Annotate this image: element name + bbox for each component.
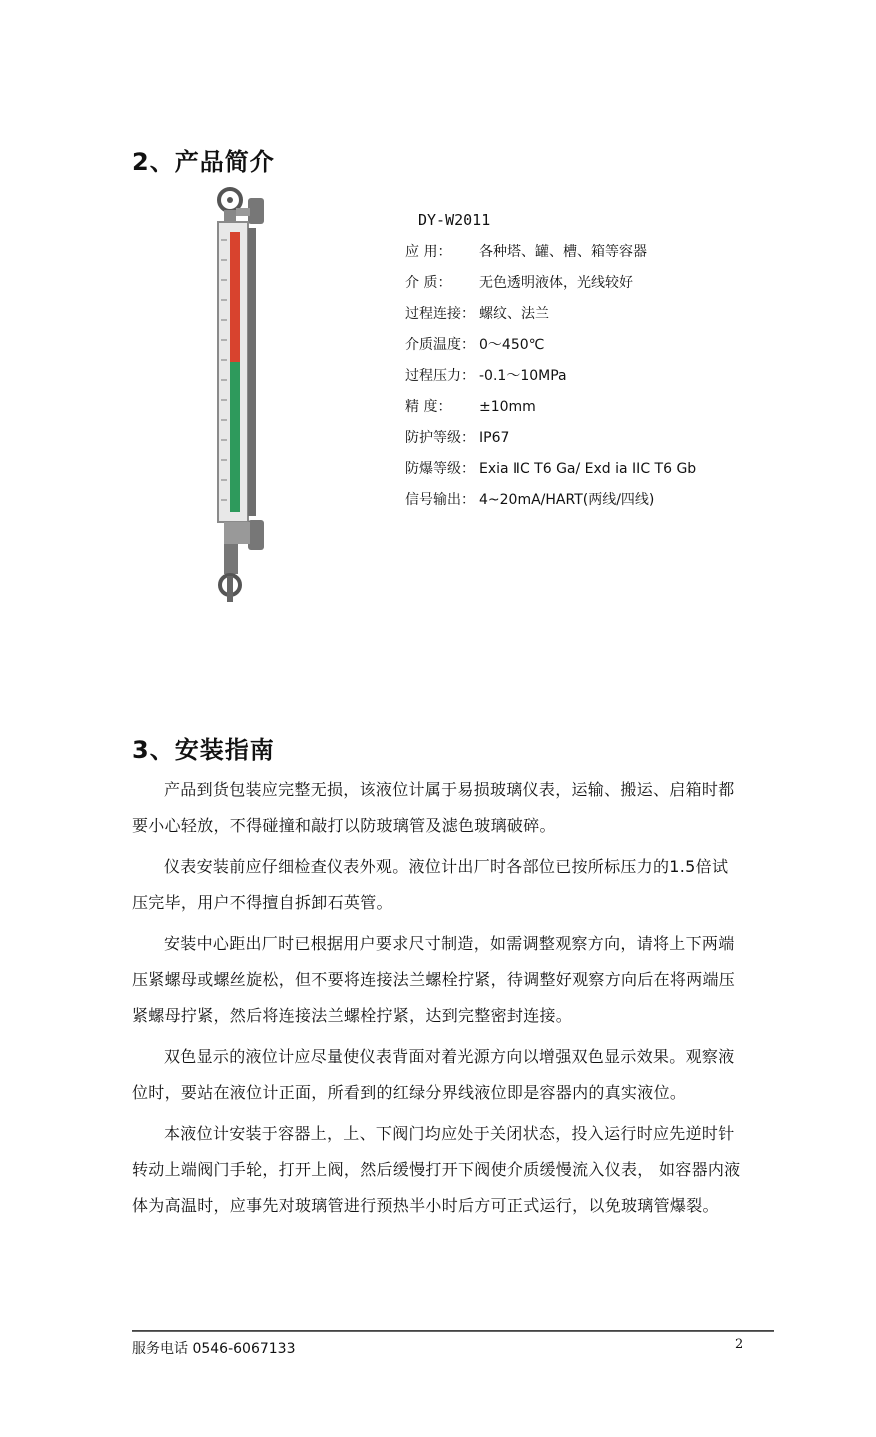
gauge-green-section (230, 362, 240, 512)
spec-row (405, 364, 696, 395)
spec-value: IP67 (479, 430, 510, 446)
spec-row (405, 302, 696, 333)
spec-value: -0.1～10MPa (479, 368, 567, 384)
spec-row (405, 240, 696, 271)
spec-row (405, 333, 696, 364)
installation-guide-text (132, 772, 742, 1229)
product-model: DY-W2011 (418, 211, 491, 229)
spec-label: 防爆等级： (405, 461, 475, 477)
spec-row (405, 426, 696, 457)
footer-service-phone: 服务电话 0546-6067133 (132, 1341, 296, 1357)
spec-value: 螺纹、法兰 (479, 306, 549, 322)
spec-value: 无色透明液体，光线较好 (479, 275, 633, 291)
spec-label: 过程压力： (405, 368, 475, 384)
paragraph: 产品到货包装应完整无损，该液位计属于易损玻璃仪表，运输、搬运、启箱时都要小心轻放，不得碰撞和敲打以防玻璃管及滤色玻璃破碎。 (132, 780, 735, 835)
spec-value: ±10mm (479, 399, 536, 415)
spec-list (405, 240, 696, 519)
spec-label: 精 度： (405, 399, 452, 415)
spec-value: 各种塔、罐、槽、箱等容器 (479, 244, 647, 260)
level-gauge-image (200, 180, 290, 610)
spec-row (405, 457, 696, 488)
paragraph: 双色显示的液位计应尽量使仪表背面对着光源方向以增强双色显示效果。观察液位时，要站在液位计正面，所看到的红绿分界线液位即是容器内的真实液位。 (132, 1047, 735, 1102)
spec-label: 过程连接： (405, 306, 475, 322)
footer-divider (132, 1330, 774, 1332)
spec-label: 防护等级： (405, 430, 475, 446)
paragraph: 安装中心距出厂时已根据用户要求尺寸制造，如需调整观察方向，请将上下两端压紧螺母或螺丝旋松，但不要将连接法兰螺栓拧紧，待调整好观察方向后在将两端压紧螺母拧紧，然后将连接法兰螺栓拧紧，达到完整密封连接。 (132, 934, 736, 1025)
paragraph: 本液位计安装于容器上，上、下阀门均应处于关闭状态，投入运行时应先逆时针转动上端阀门手轮，打开上阀，然后缓慢打开下阀使介质缓慢流入仪表， 如容器内液体为高温时，应事先对玻璃管进行预热半小时后方可正式运行，以免玻璃管爆裂。 (132, 1124, 741, 1215)
spec-value: Exia ⅡC T6 Ga/ Exd ia IIC T6 Gb (479, 461, 697, 477)
spec-label: 信号输出： (405, 492, 475, 508)
paragraph: 仪表安装前应仔细检查仪表外观。液位计出厂时各部位已按所标压力的1.5倍试压完毕，用户不得擅自拆卸石英管。 (132, 857, 729, 912)
spec-value: 4~20mA/HART(两线/四线) (479, 492, 655, 508)
page-number: 2 (735, 1337, 744, 1352)
spec-row (405, 395, 696, 426)
spec-row (405, 488, 696, 519)
spec-label: 介质温度： (405, 337, 475, 353)
spec-value: 0～450℃ (479, 337, 545, 353)
section-3-title: 3、安装指南 (132, 736, 275, 764)
section-2-title: 2、产品简介 (132, 148, 275, 176)
spec-label: 应 用： (405, 244, 452, 260)
spec-row (405, 271, 696, 302)
spec-label: 介 质： (405, 275, 452, 291)
gauge-red-section (230, 232, 240, 362)
